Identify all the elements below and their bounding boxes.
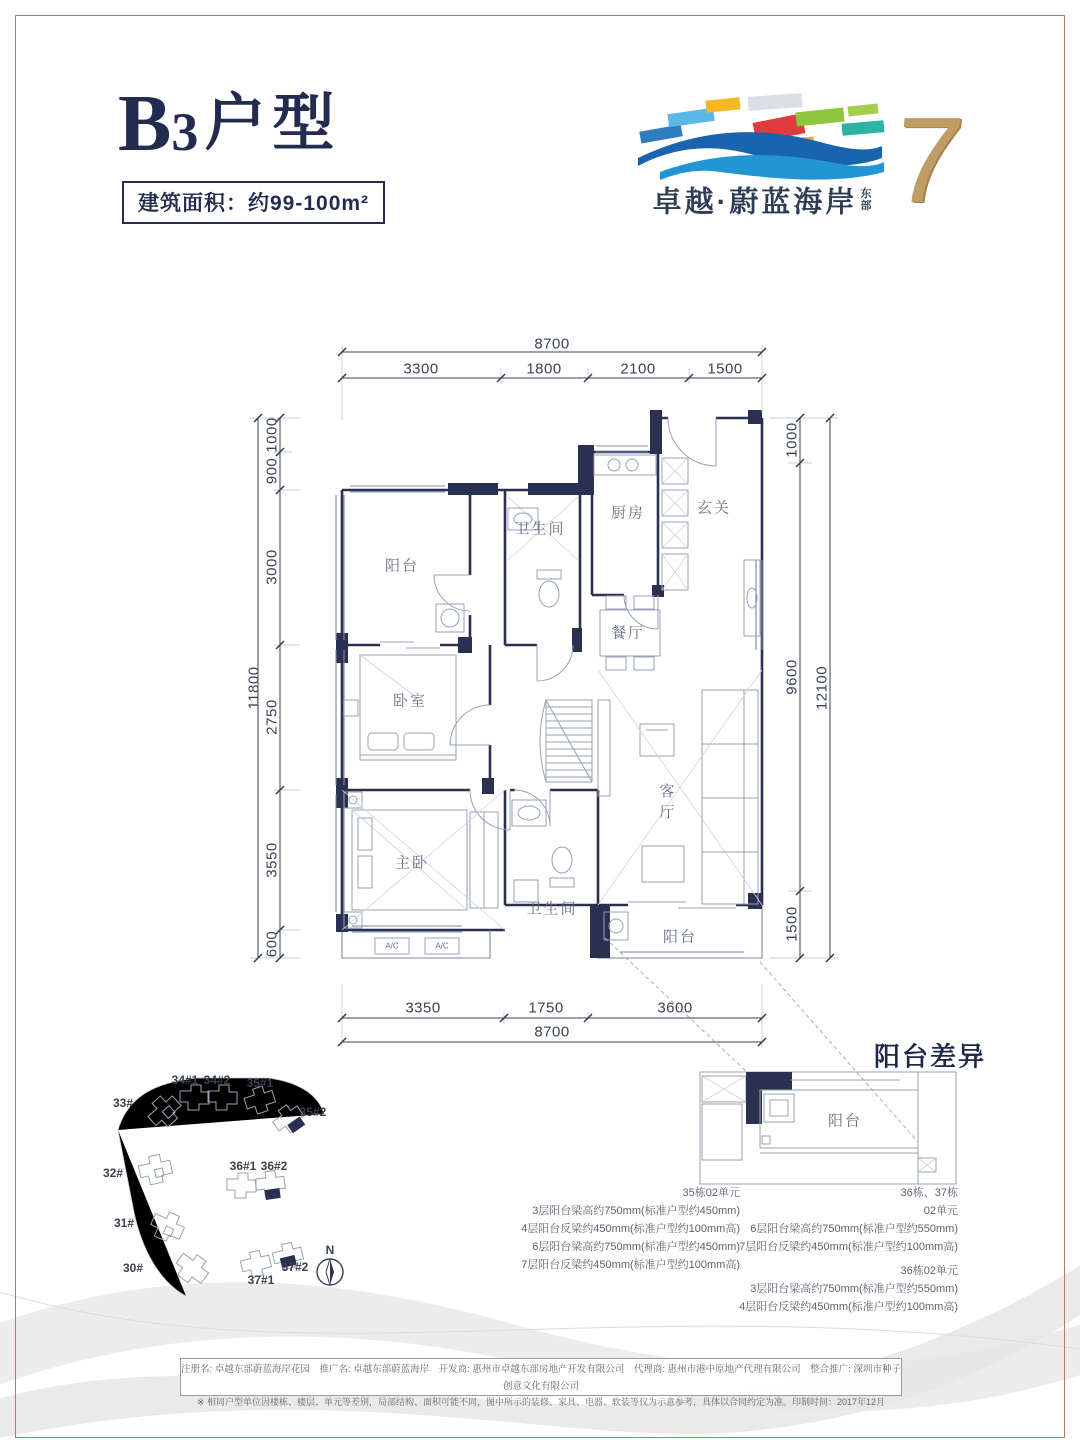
room-label-balcony-detail: 阳台 (827, 1112, 863, 1130)
dim-right-seg: 1000 (783, 422, 801, 458)
dim-top-seg: 1800 (526, 360, 562, 378)
building-label: 30# (122, 1261, 144, 1275)
dim-right-seg: 9600 (783, 659, 801, 695)
building-label: 34#1 (171, 1073, 199, 1087)
brand-numeral-7: 7 (886, 92, 970, 228)
dim-right-seg: 1500 (783, 906, 801, 942)
dim-top-seg: 1500 (707, 360, 743, 378)
dim-bottom-seg: 3350 (405, 999, 441, 1017)
dim-top-seg: 3300 (403, 360, 439, 378)
compass-north-label: N (325, 1243, 335, 1257)
disclaimer-line2: ※ 相同户型单位因楼栋、楼层、单元等差别，局部结构、面积可能不同，图中所示的装修、家具、电器、软装等仅为示意参考，具体以合同约定为准。印制时间：2017年12月 (196, 1397, 886, 1407)
balcony-diff-title: 阳台差异 (873, 1041, 987, 1072)
building-label: 37#1 (247, 1273, 275, 1287)
building-label: 32# (102, 1166, 124, 1180)
disclaimer-box (180, 1358, 902, 1407)
dim-bottom-seg: 1750 (528, 999, 564, 1017)
building-label: 34#2 (203, 1073, 231, 1087)
dim-left-seg: 3550 (263, 842, 281, 878)
dim-left-seg: 2750 (263, 699, 281, 735)
dim-left-seg: 3000 (263, 549, 281, 585)
building-label: 33# (112, 1096, 134, 1110)
room-label-balcony-bottom: 阳台 (662, 928, 698, 946)
room-label-kitchen: 厨房 (610, 504, 646, 522)
compass-icon (317, 1259, 343, 1285)
area-label: 建筑面积：约99-100m² (122, 181, 385, 224)
balcony-notes-35: 35栋02单元 3层阳台梁高约750mm(标准户型约450mm) 4层阳台反梁约450mm(标准户型约100mm高) 6层阳台梁高约750mm(标准户型约450mm) 7层阳台反梁约450mm(标准户型约100mm高) (521, 1187, 740, 1271)
dim-left-seg: 1000 (263, 417, 281, 453)
building-label: 36#1 (229, 1159, 257, 1173)
room-label-bedroom: 卧室 (392, 692, 428, 710)
dim-left-seg: 900 (263, 457, 281, 485)
building-label: 35#1 (246, 1076, 274, 1090)
unit-type-label: 户型 (204, 89, 341, 158)
dim-left-seg: 600 (263, 930, 281, 958)
unit-code: B (118, 80, 172, 168)
building-label: 36#2 (260, 1159, 288, 1173)
logo-art (638, 93, 884, 180)
building-label: 35#2 (299, 1105, 327, 1119)
building-label: 37#2 (281, 1260, 309, 1274)
room-label-living: 客厅 (659, 783, 677, 821)
balcony-notes-36: 36栋02单元 3层阳台梁高约750mm(标准户型约550mm) 4层阳台反梁约450mm(标准户型约100mm高) (739, 1265, 958, 1313)
room-label-dining: 餐厅 (610, 624, 646, 642)
building-label: 31# (113, 1216, 135, 1230)
plan-walls (336, 410, 762, 958)
brand-logo-text: 卓越·蔚蓝海岸 (652, 186, 858, 219)
ac-unit-label: A/C (385, 941, 399, 951)
brand-district-label: 东部 (860, 188, 872, 212)
dim-top-seg: 2100 (620, 360, 656, 378)
dim-bottom-overall: 8700 (534, 1023, 570, 1041)
room-label-master: 主卧 (394, 854, 430, 872)
room-label-bath-bottom: 卫生间 (526, 900, 578, 918)
balcony-notes-36-37: 36栋、37栋 02单元 6层阳台梁高约750mm(标准户型约550mm) 7层阳台反梁约450mm(标准户型约100mm高) (739, 1187, 958, 1253)
ac-unit-label: A/C (435, 941, 449, 951)
dimension-lines (250, 345, 838, 1048)
disclaimer-line1: 注册名: 卓越东部蔚蓝海岸花园 推广名: 卓越东部蔚蓝海岸 开发商: 惠州市卓越东部房地产开发有限公司 代理商: 惠州市港中原地产代理有限公司 整合推广: 深圳市种子创意文化有限公司 (181, 1364, 901, 1392)
dim-top-overall: 8700 (534, 335, 570, 353)
dim-right-overall: 12100 (813, 665, 831, 711)
dim-left-overall: 11800 (245, 666, 263, 710)
page-title: B3户型 (118, 80, 341, 168)
dim-bottom-seg: 3600 (657, 999, 693, 1017)
room-label-balcony-top: 阳台 (384, 557, 420, 575)
room-label-foyer: 玄关 (696, 499, 732, 517)
room-label-bath-top: 卫生间 (514, 520, 566, 538)
